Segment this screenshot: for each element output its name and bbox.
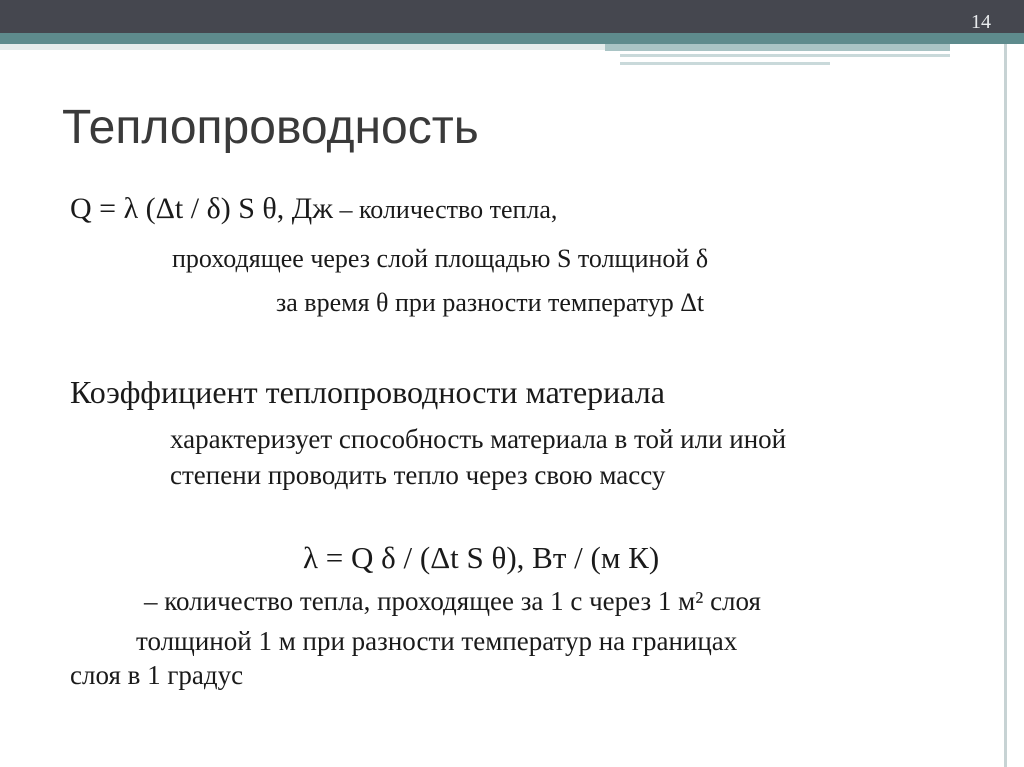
heat-formula: Q = λ (Δt / δ) S θ, Дж bbox=[70, 192, 333, 225]
page-number: 14 bbox=[971, 11, 991, 33]
conductivity-formula: λ = Q δ / (Δt S θ), Вт / (м К) bbox=[303, 540, 660, 575]
page-title: Теплопроводность bbox=[62, 101, 479, 154]
heat-formula-line bbox=[70, 192, 557, 226]
decor-stripe-2 bbox=[620, 54, 950, 57]
definition-line-1: характеризует способность материала в той или иной bbox=[170, 424, 787, 454]
header-band bbox=[0, 0, 1024, 33]
accent-underband bbox=[0, 44, 620, 50]
section-heading: Коэффициент теплопроводности материала bbox=[70, 374, 665, 410]
decor-stripe-1 bbox=[605, 44, 950, 51]
explanation-line-1: – количество тепла, проходящее за 1 с через 1 м² слоя bbox=[144, 586, 761, 616]
definition-line-2: степени проводить тепло через свою массу bbox=[170, 460, 666, 490]
decor-stripe-3 bbox=[620, 62, 830, 65]
side-divider bbox=[1004, 44, 1007, 767]
explanation-line-3: слоя в 1 градус bbox=[70, 660, 244, 690]
heat-formula-line-2: проходящее через слой площадью S толщиной δ bbox=[172, 244, 709, 273]
accent-band bbox=[0, 33, 1024, 44]
heat-formula-line-3: за время θ при разности температур Δt bbox=[276, 288, 705, 317]
heat-formula-description: – количество тепла, bbox=[332, 195, 558, 224]
explanation-line-2: толщиной 1 м при разности температур на границах bbox=[136, 626, 738, 656]
